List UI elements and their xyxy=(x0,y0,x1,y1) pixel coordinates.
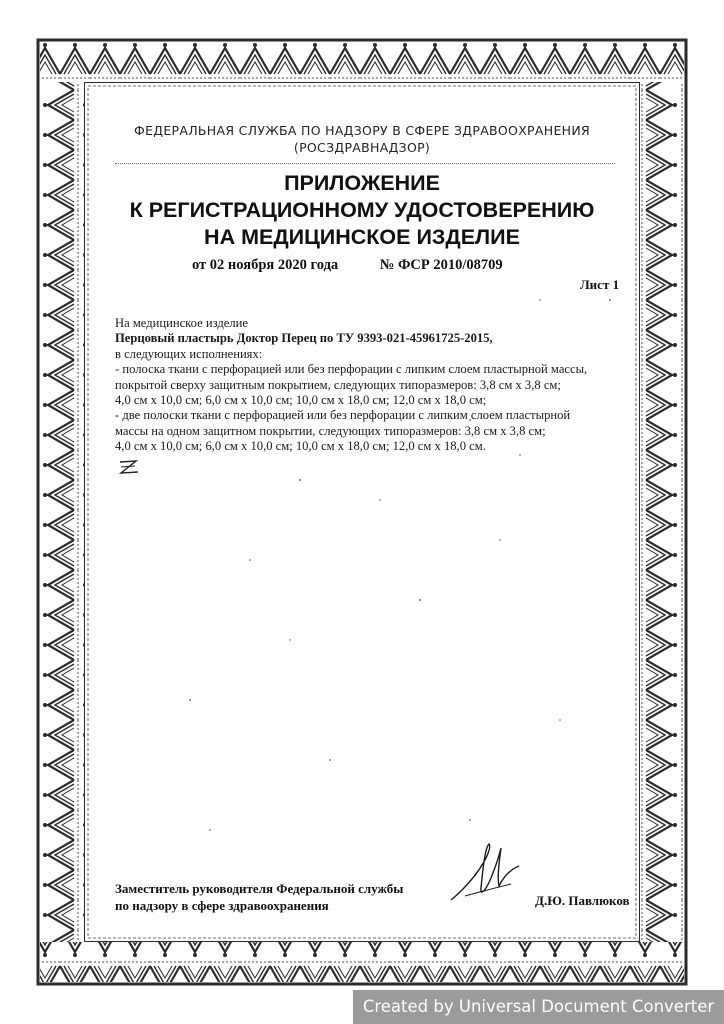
certificate-number: № ФСР 2010/08709 xyxy=(379,257,503,273)
product-name: Перцовый пластырь Доктор Перец по ТУ 9393-021-45961725-2015, xyxy=(115,331,493,346)
agency-header xyxy=(0,122,724,156)
z-closing-mark xyxy=(118,457,140,477)
document-body xyxy=(115,316,635,455)
variant-1-line-2: покрытой сверху защитным покрытием, следующих типоразмеров: 3,8 см х 3,8 см; xyxy=(115,377,561,392)
title-line-3: НА МЕДИЦИНСКОЕ ИЗДЕЛИЕ xyxy=(204,225,520,249)
title-line-1: ПРИЛОЖЕНИЕ xyxy=(284,171,440,195)
signatory-position xyxy=(115,880,403,914)
header-divider xyxy=(115,163,615,164)
variant-2-line-3: 4,0 см х 10,0 см; 6,0 см х 10,0 см; 10,0 см х 18,0 см; 12,0 см х 18,0 см. xyxy=(115,439,486,454)
certificate-date: от 02 ноября 2020 года xyxy=(192,257,339,273)
converter-watermark: Created by Universal Document Converter xyxy=(353,990,724,1024)
variant-1-line-3: 4,0 см х 10,0 см; 6,0 см х 10,0 см; 10,0 см х 18,0 см; 12,0 см х 18,0 см; xyxy=(115,393,487,408)
body-intro: На медицинское изделие xyxy=(115,316,248,330)
sheet-number: Лист 1 xyxy=(580,277,620,292)
document-title xyxy=(0,170,724,251)
agency-name: ФЕДЕРАЛЬНАЯ СЛУЖБА ПО НАДЗОРУ В СФЕРЕ ЗДРАВООХРАНЕНИЯ xyxy=(134,123,590,138)
variants-intro: в следующих исполнениях: xyxy=(115,346,263,361)
position-line-2: по надзору в сфере здравоохранения xyxy=(115,898,329,913)
agency-abbreviation: (РОСЗДРАВНАДЗОР) xyxy=(293,140,431,155)
variant-1-line-1: - полоска ткани с перфорацией или без перфорации с липким слоем пластырной массы, xyxy=(115,362,588,377)
variant-2-line-2: массы на одном защитном покрытии, следующих типоразмеров: 3,8 см х 3,8 см; xyxy=(115,423,546,438)
title-line-2: К РЕГИСТРАЦИОННОМУ УДОСТОВЕРЕНИЮ xyxy=(129,198,595,222)
handwritten-signature xyxy=(445,838,525,908)
certificate-reference xyxy=(192,257,503,274)
position-line-1: Заместитель руководителя Федеральной службы xyxy=(115,881,404,896)
variant-2-line-1: - две полоски ткани с перфорацией или без перфорации с липким слоем пластырной xyxy=(115,408,571,423)
signer-name: Д.Ю. Павлюков xyxy=(535,893,630,908)
